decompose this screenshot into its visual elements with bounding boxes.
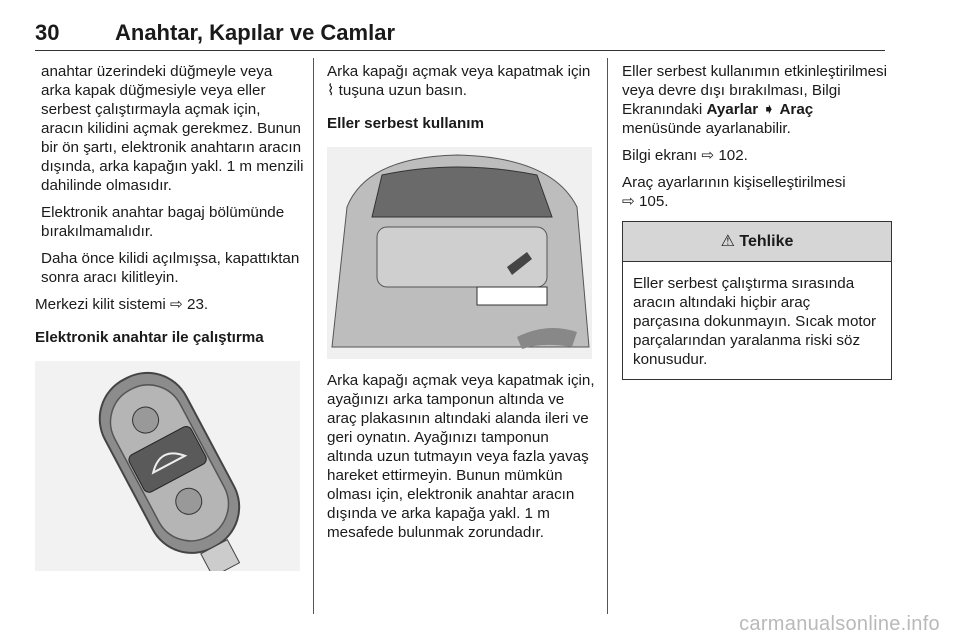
paragraph	[622, 62, 892, 138]
tailgate-illustration	[327, 147, 592, 359]
page-number: 30	[35, 20, 60, 45]
paragraph: Daha önce kilidi açılmışsa, kapattıktan sonra aracı kilitleyin.	[41, 250, 300, 286]
cross-reference[interactable]	[622, 173, 892, 211]
section-heading: Elektronik anahtar ile çalıştırma	[35, 329, 264, 346]
paragraph: Arka kapağı açmak veya kapatmak için, ayağınızı arka tamponun altında ve araç plakasının altındaki alanda ileri ve geri oynatın. Ayağınızı tamponun altında uzun tutmayın veya fazla yavaş hareket ettirmeyin. Bunun mümkün olması için, elektronik anahtar aracın dışında ve arka kapağa yakl. 1 m mesafede bulunmak zorundadır.	[327, 372, 595, 541]
paragraph	[327, 62, 597, 100]
arrow-ref-icon: ⇨	[701, 147, 715, 164]
tailgate-icon: ⌇	[327, 82, 335, 99]
arrow-ref-icon: ⇨	[622, 193, 635, 210]
column-3	[622, 62, 892, 380]
paragraph: anahtar üzerindeki düğmeyle veya arka kapak düğmesiyle veya eller serbest çalıştırmayla açmak için, aracın kilidini açmak gerekmez. Bunun bir ön şartı, elektronik anahtarın aracın dışında, arka kapağın yakl. 1 m menzili dahilinde olmasıdır.	[41, 63, 304, 194]
page-header	[35, 20, 885, 51]
column-divider	[313, 58, 314, 614]
text-segment: Arka kapağı açmak veya kapatmak için	[327, 63, 591, 80]
reference-text: Merkezi kilit sistemi	[35, 296, 166, 313]
warning-box	[622, 221, 892, 380]
section-heading: Eller serbest kullanım	[327, 115, 485, 132]
reference-page: 102.	[718, 147, 748, 164]
reference-text: Bilgi ekranı	[622, 147, 698, 164]
chapter-title: Anahtar, Kapılar ve Camlar	[115, 20, 396, 45]
arrow-ref-icon: ⇨	[170, 296, 183, 313]
watermark: carmanualsonline.info	[739, 613, 940, 635]
warning-header	[623, 222, 891, 262]
menu-item-vehicle: Araç	[779, 101, 814, 118]
paragraph: Elektronik anahtar bagaj bölümünde bırakılmamalıdır.	[41, 204, 285, 240]
column-2	[327, 62, 597, 550]
cross-reference[interactable]	[35, 295, 305, 314]
warning-text: Eller serbest çalıştırma sırasında aracın altındaki hiçbir araç parçasına dokunmayın. Sıcak motor parçalarından yaralanma riski söz konusudur.	[633, 275, 877, 368]
text-segment: menüsünde ayarlanabilir.	[622, 120, 791, 137]
menu-item-settings: Ayarlar	[706, 101, 759, 118]
reference-page: 23.	[187, 296, 209, 313]
column-divider	[607, 58, 608, 614]
warning-title: Tehlike	[739, 233, 794, 250]
column-1	[35, 62, 305, 571]
cross-reference[interactable]	[622, 146, 892, 165]
key-fob-illustration	[35, 361, 300, 571]
warning-triangle-icon: ⚠	[720, 233, 735, 250]
reference-text: Araç ayarlarının kişiselleştirilmesi	[622, 174, 846, 191]
text-segment: Eller serbest kullanımın etkinleştirilmesi veya devre dışı bırakılması, Bilgi Ekranındaki	[622, 63, 888, 118]
menu-arrow-icon: ➧	[762, 101, 776, 118]
reference-page: 105.	[638, 193, 669, 210]
text-segment: tuşuna uzun basın.	[338, 82, 468, 99]
